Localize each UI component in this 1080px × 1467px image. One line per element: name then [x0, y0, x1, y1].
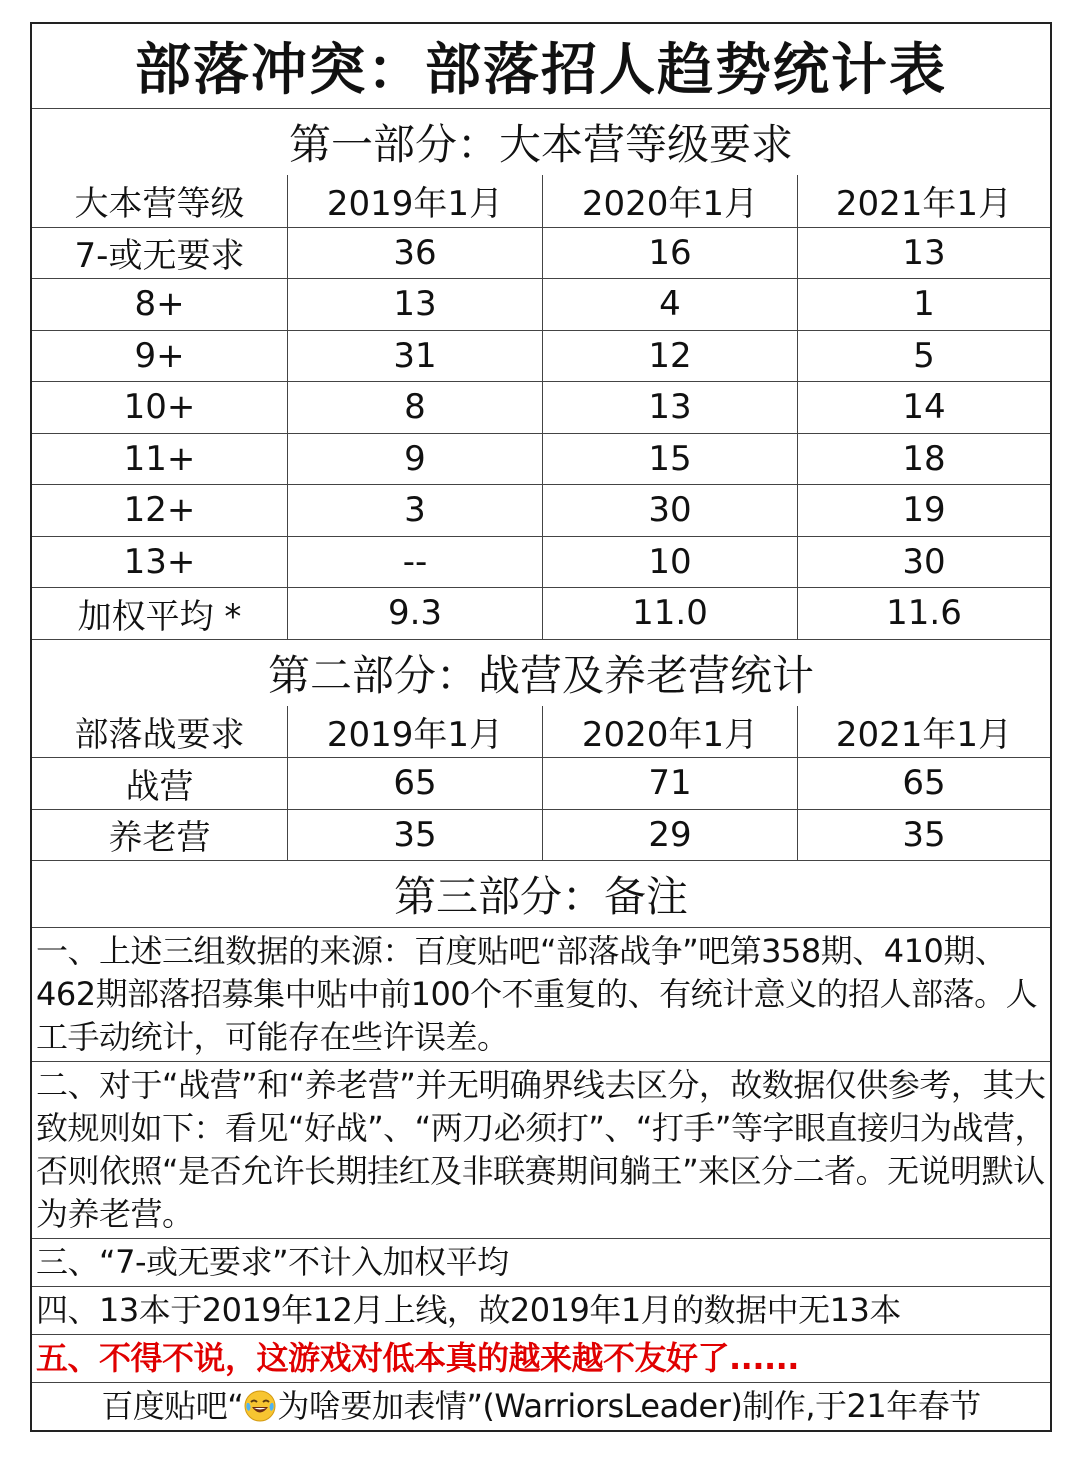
- value-cell: 16: [542, 228, 797, 279]
- row-label-cell: 11+: [123, 438, 196, 479]
- value-cell: 8: [287, 382, 542, 433]
- note-row-1: [32, 927, 1050, 1061]
- note-2: 二、对于“战营”和“养老营”并无明确界线去区分，故数据仅供参考，其大致规则如下：看见“好战”、“两刀必须打”、“打手”等字眼直接归为战营，否则依照“是否允许长期挂红及非联赛期间躺王”来区分二者。无说明默认为养老营。: [36, 1066, 1046, 1233]
- value-cell: 2020年1月: [542, 706, 797, 758]
- table-row: [32, 809, 1050, 861]
- value-cell: 29: [542, 810, 797, 861]
- value-cell: 14: [797, 382, 1050, 433]
- section-header-2: [32, 639, 1050, 706]
- part1-table: [32, 175, 1050, 639]
- credit-suffix: 为啥要加表情”(WarriorsLeader)制作,于21年春节: [277, 1387, 981, 1425]
- table-row: [32, 587, 1050, 639]
- value-cell: 11.0: [542, 588, 797, 639]
- value-cell: 13: [542, 382, 797, 433]
- table-row: [32, 536, 1050, 588]
- value-cell: 12: [542, 331, 797, 382]
- part1-header-row: [32, 175, 1050, 227]
- row-label-cell: 8+: [134, 284, 185, 325]
- part2-table: [32, 706, 1050, 861]
- value-cell: 30: [542, 485, 797, 536]
- value-cell: 35: [797, 810, 1050, 861]
- value-cell: 5: [797, 331, 1050, 382]
- note-row-4: [32, 1286, 1050, 1334]
- note-row-5: [32, 1334, 1050, 1382]
- value-cell: 4: [542, 279, 797, 330]
- table-row: [32, 330, 1050, 382]
- note-5-highlight: 五、不得不说，这游戏对低本真的越来越不友好了......: [36, 1339, 799, 1377]
- value-cell: 71: [542, 758, 797, 809]
- value-cell: 31: [287, 331, 542, 382]
- table-row: [32, 278, 1050, 330]
- value-cell: 2019年1月: [287, 706, 542, 758]
- section-header-3: [32, 860, 1050, 927]
- value-cell: 65: [287, 758, 542, 809]
- value-cell: 35: [287, 810, 542, 861]
- row-label-cell: 大本营等级: [74, 184, 245, 225]
- row-label-cell: 养老营: [108, 818, 211, 859]
- table-row: [32, 381, 1050, 433]
- value-cell: --: [287, 537, 542, 588]
- row-label-cell: 12+: [123, 490, 196, 531]
- row-label-cell: 7-或无要求: [74, 236, 245, 277]
- value-cell: 13: [797, 228, 1050, 279]
- section-title-2: 第二部分：战营及养老营统计: [267, 650, 814, 700]
- value-cell: 11.6: [797, 588, 1050, 639]
- value-cell: 30: [797, 537, 1050, 588]
- value-cell: 13: [287, 279, 542, 330]
- row-label-cell: 9+: [134, 335, 185, 376]
- laughing-tears-emoji-icon: [243, 1389, 277, 1423]
- credit-row: [32, 1382, 1050, 1430]
- value-cell: 2021年1月: [797, 706, 1050, 758]
- note-1: 一、上述三组数据的来源：百度贴吧“部落战争”吧第358期、410期、462期部落招募集中贴中前100个不重复的、有统计意义的招人部落。人工手动统计，可能存在些许误差。: [36, 932, 1038, 1056]
- table-row: [32, 433, 1050, 485]
- part2-header-row: [32, 706, 1050, 758]
- page-title: 部落冲突：部落招人趋势统计表: [135, 38, 947, 103]
- section-title-3: 第三部分：备注: [393, 872, 688, 921]
- value-cell: 3: [287, 485, 542, 536]
- table-row: [32, 227, 1050, 279]
- note-row-3: [32, 1238, 1050, 1286]
- credit-line: [32, 1383, 1050, 1430]
- value-cell: 19: [797, 485, 1050, 536]
- value-cell: 18: [797, 434, 1050, 485]
- table-row: [32, 484, 1050, 536]
- row-label-cell: 战营: [125, 766, 194, 807]
- row-label-cell: 部落战要求: [74, 714, 245, 755]
- note-3: 三、“7-或无要求”不计入加权平均: [36, 1243, 509, 1281]
- value-cell: 9.3: [287, 588, 542, 639]
- title-row: [32, 24, 1050, 108]
- section-title-1: 第一部分：大本营等级要求: [288, 120, 793, 169]
- credit-prefix: 百度贴吧“: [101, 1387, 244, 1425]
- value-cell: 10: [542, 537, 797, 588]
- value-cell: 9: [287, 434, 542, 485]
- value-cell: 2020年1月: [542, 175, 797, 227]
- row-label-cell: 10+: [123, 387, 196, 428]
- stats-table: [30, 22, 1052, 1432]
- section-header-1: [32, 108, 1050, 175]
- row-label-cell: 13+: [123, 541, 196, 582]
- value-cell: 2019年1月: [287, 175, 542, 227]
- note-row-2: [32, 1061, 1050, 1238]
- value-cell: 1: [797, 279, 1050, 330]
- value-cell: 36: [287, 228, 542, 279]
- value-cell: 65: [797, 758, 1050, 809]
- note-4: 四、13本于2019年12月上线，故2019年1月的数据中无13本: [36, 1291, 901, 1329]
- row-label-cell: 加权平均 *: [77, 596, 242, 637]
- table-row: [32, 757, 1050, 809]
- value-cell: 2021年1月: [797, 175, 1050, 227]
- value-cell: 15: [542, 434, 797, 485]
